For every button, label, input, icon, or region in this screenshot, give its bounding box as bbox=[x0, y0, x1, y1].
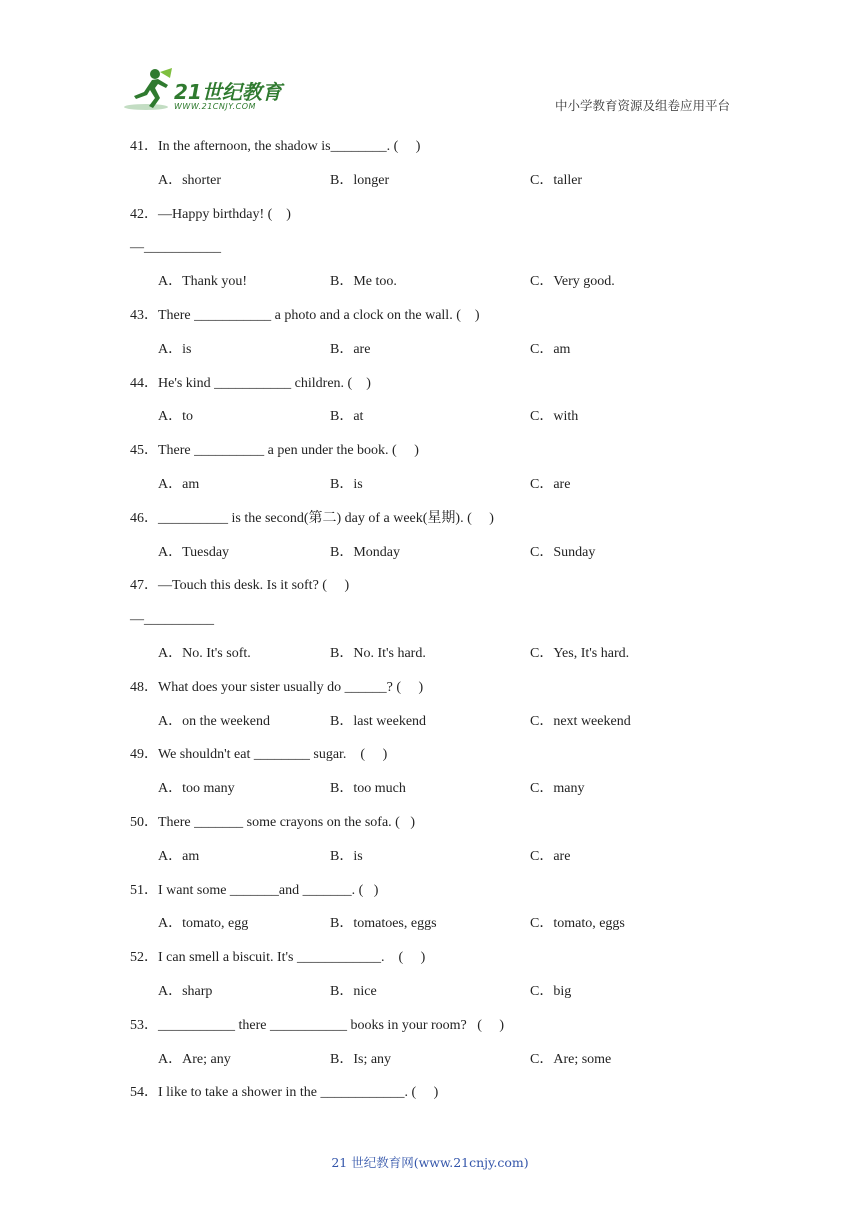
options-row bbox=[130, 169, 750, 203]
options-row bbox=[130, 642, 750, 676]
option-a: A．am bbox=[158, 476, 200, 492]
options-row bbox=[130, 912, 750, 946]
options-row bbox=[130, 338, 750, 372]
option-a: A．is bbox=[158, 341, 192, 357]
option-b: B．longer bbox=[330, 172, 390, 188]
question-stem: 54．I like to take a shower in the ____________. ( ) bbox=[130, 1085, 439, 1101]
question-stem: 41．In the afternoon, the shadow is________. ( ) bbox=[130, 139, 421, 154]
option-b: B．No. It's hard. bbox=[330, 645, 426, 661]
option-b: B．is bbox=[330, 476, 363, 492]
option-a: A．shorter bbox=[158, 172, 221, 188]
logo-subtext: WWW.21CNJY.COM bbox=[174, 102, 256, 111]
question-stem: 53．___________ there ___________ books in your room? ( ) bbox=[130, 1017, 505, 1033]
answer-blank-line: —___________ bbox=[130, 240, 221, 256]
option-b: B．nice bbox=[330, 983, 377, 999]
options-row bbox=[130, 845, 750, 879]
logo-text: 21世纪教育 bbox=[174, 80, 282, 104]
option-c: C．are bbox=[530, 476, 571, 492]
option-a: A．Are; any bbox=[158, 1051, 231, 1067]
options-row bbox=[130, 473, 750, 507]
option-c: C．next weekend bbox=[530, 713, 631, 729]
option-a: A．am bbox=[158, 848, 200, 864]
option-c: C．tomato, eggs bbox=[530, 916, 625, 932]
question-stem: 52．I can smell a biscuit. It's ____________. ( ) bbox=[130, 950, 426, 966]
option-b: B．Is; any bbox=[330, 1051, 392, 1067]
option-c: C．big bbox=[530, 983, 572, 999]
option-a: A．on the weekend bbox=[158, 713, 270, 729]
option-c: C．with bbox=[530, 409, 579, 425]
option-c: C．many bbox=[530, 781, 585, 797]
question-stem: 50．There _______ some crayons on the sofa. ( ) bbox=[130, 814, 415, 830]
question-stem: 47．—Touch this desk. Is it soft? ( ) bbox=[130, 578, 350, 594]
option-b: B．are bbox=[330, 341, 371, 357]
options-row bbox=[130, 405, 750, 439]
options-row bbox=[130, 980, 750, 1014]
option-a: A．Thank you! bbox=[158, 274, 248, 290]
option-b: B．is bbox=[330, 848, 363, 864]
question-stem: 49．We shouldn't eat ________ sugar. ( ) bbox=[130, 747, 388, 763]
runner-logo-icon bbox=[122, 66, 174, 114]
answer-blank-line: —__________ bbox=[130, 612, 214, 628]
logo bbox=[122, 66, 292, 116]
question-stem: 42．—Happy birthday! ( ) bbox=[130, 206, 291, 222]
page-footer: 21 世纪教育网(www.21cnjy.com) bbox=[331, 1155, 529, 1170]
options-row bbox=[130, 777, 750, 811]
question-stem: 43．There ___________ a photo and a clock on the wall. ( ) bbox=[130, 307, 480, 323]
option-b: B．at bbox=[330, 409, 364, 425]
header-tagline: 中小学教育资源及组卷应用平台 bbox=[554, 98, 730, 113]
option-c: C．Very good. bbox=[530, 274, 615, 290]
options-row bbox=[130, 1048, 750, 1082]
option-c: C．taller bbox=[530, 172, 583, 188]
option-a: A．to bbox=[158, 409, 193, 425]
option-a: A．tomato, egg bbox=[158, 916, 249, 932]
option-b: B．Monday bbox=[330, 544, 400, 560]
option-a: A．Tuesday bbox=[158, 544, 230, 560]
option-b: B．Me too. bbox=[330, 274, 397, 290]
option-c: C．am bbox=[530, 341, 571, 357]
option-b: B．last weekend bbox=[330, 713, 427, 729]
option-b: B．too much bbox=[330, 781, 406, 797]
question-stem: 51．I want some _______and _______. ( ) bbox=[130, 882, 379, 898]
option-c: C．Sunday bbox=[530, 544, 596, 560]
option-c: C．Are; some bbox=[530, 1051, 612, 1067]
options-row bbox=[130, 541, 750, 575]
option-c: C．are bbox=[530, 848, 571, 864]
page-header bbox=[0, 0, 860, 130]
options-row bbox=[130, 270, 750, 304]
options-row bbox=[130, 710, 750, 744]
option-a: A．sharp bbox=[158, 983, 213, 999]
option-c: C．Yes, It's hard. bbox=[530, 645, 630, 661]
option-b: B．tomatoes, eggs bbox=[330, 916, 437, 932]
question-list bbox=[130, 135, 750, 1115]
option-a: A．too many bbox=[158, 781, 235, 797]
question-stem: 44．He's kind ___________ children. ( ) bbox=[130, 375, 371, 391]
option-a: A．No. It's soft. bbox=[158, 645, 251, 661]
question-stem: 46．__________ is the second(第二) day of a week(星期). ( ) bbox=[130, 510, 494, 526]
question-stem: 48．What does your sister usually do ______? ( ) bbox=[130, 679, 424, 695]
question-stem: 45．There __________ a pen under the book. ( ) bbox=[130, 443, 419, 459]
